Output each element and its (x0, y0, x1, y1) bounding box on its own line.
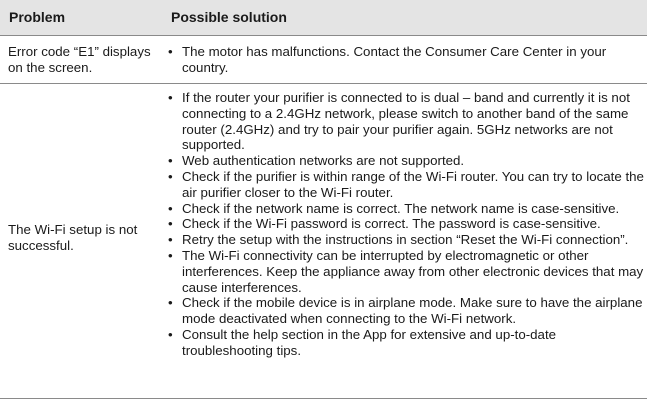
solution-text: Check if the mobile device is in airplane mode. Make sure to have the airplane mode deactivated when connecting to the Wi-Fi network. (182, 295, 643, 327)
problem-cell-e1: Error code “E1” displays on the screen. (8, 44, 151, 75)
row-divider (0, 398, 647, 399)
list-item (166, 169, 644, 201)
bullet-icon: • (168, 247, 173, 263)
solution-text: The Wi-Fi connectivity can be interrupted by electromagnetic or other interferences. Keep the appliance away from other electronic devices that may cause interferences. (182, 247, 644, 295)
list-item (166, 232, 644, 248)
bullet-icon: • (168, 168, 173, 184)
header-problem: Problem (9, 9, 66, 25)
header-solution: Possible solution (171, 9, 287, 25)
row-divider (0, 83, 647, 84)
solution-text: If the router your purifier is connected to is dual – band and currently it is not connecting to a 2.4GHz network, please switch to another band of the same router (2.4GHz) and try to pair your purifier again. 5GHz networks are not supported. (182, 90, 630, 153)
solution-text: Check if the purifier is within range of the Wi-Fi router. You can try to locate the air purifier closer to the Wi-Fi router. (182, 168, 644, 200)
list-item (166, 90, 644, 153)
bullet-icon: • (168, 326, 173, 342)
bullet-icon: • (168, 232, 173, 248)
problem-cell-wifi: The Wi-Fi setup is not successful. (8, 222, 138, 253)
bullet-icon: • (168, 90, 173, 105)
solution-text: Web authentication networks are not supported. (182, 153, 465, 169)
list-item (166, 216, 644, 232)
solution-list-wifi (166, 90, 644, 359)
bullet-icon: • (168, 44, 173, 59)
solution-text: Consult the help section in the App for extensive and up-to-date troubleshooting tips. (182, 326, 557, 358)
list-item (166, 153, 644, 169)
solution-text: Retry the setup with the instructions in section “Reset the Wi-Fi connection”. (182, 232, 629, 248)
bullet-icon: • (168, 295, 173, 311)
list-item (166, 295, 644, 327)
solution-text: The motor has malfunctions. Contact the Consumer Care Center in your country. (182, 44, 607, 75)
solution-text: Check if the Wi-Fi password is correct. The password is case-sensitive. (182, 216, 601, 232)
table-header (0, 0, 647, 35)
list-item (166, 327, 644, 359)
bullet-icon: • (168, 216, 173, 232)
solution-list-e1 (166, 44, 644, 76)
list-item (166, 201, 644, 217)
list-item (166, 248, 644, 295)
solution-text: Check if the network name is correct. The network name is case-sensitive. (182, 200, 620, 216)
row-divider (0, 35, 647, 36)
bullet-icon: • (168, 153, 173, 169)
bullet-icon: • (168, 200, 173, 216)
list-item (166, 44, 644, 76)
